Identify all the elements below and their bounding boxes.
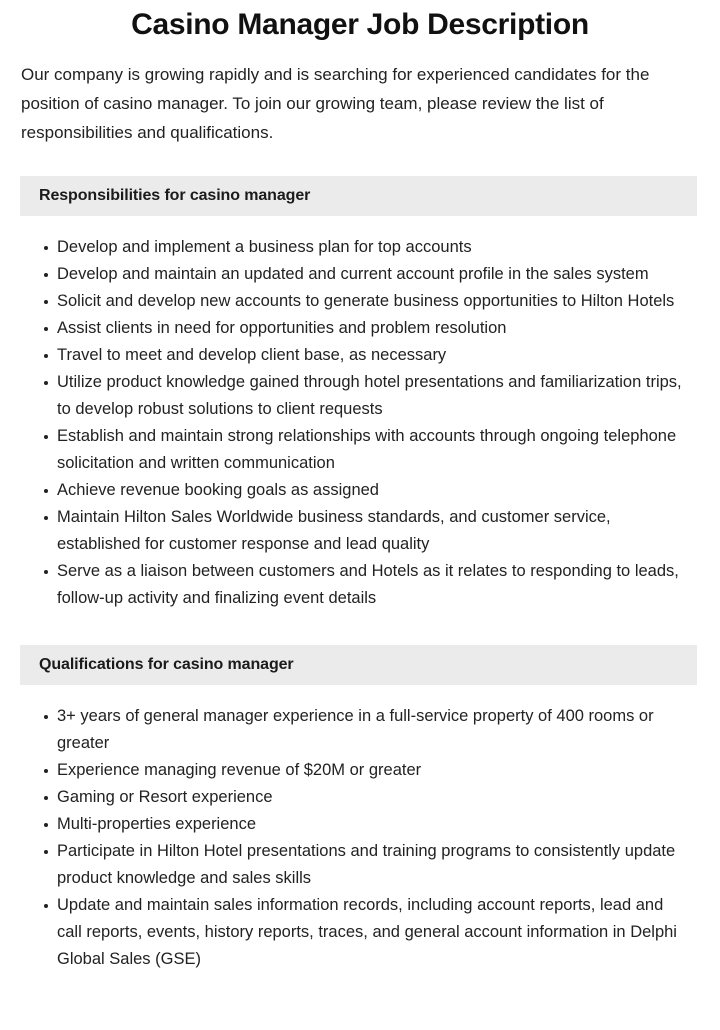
list-item: Establish and maintain strong relationships with accounts through ongoing telephone solicitation and written communication xyxy=(0,423,720,477)
list-item: Utilize product knowledge gained through hotel presentations and familiarization trips, to develop robust solutions to client requests xyxy=(0,369,720,423)
list-item: Maintain Hilton Sales Worldwide business standards, and customer service, established for customer response and lead quality xyxy=(0,504,720,558)
list-item: Develop and implement a business plan for top accounts xyxy=(0,234,720,261)
list-item: Develop and maintain an updated and current account profile in the sales system xyxy=(0,261,720,288)
list-item: Gaming or Resort experience xyxy=(0,784,720,811)
list-item: Multi-properties experience xyxy=(0,811,720,838)
list-item: Participate in Hilton Hotel presentations and training programs to consistently update product knowledge and sales skills xyxy=(0,838,720,892)
list-item: Solicit and develop new accounts to generate business opportunities to Hilton Hotels xyxy=(0,288,720,315)
list-item: Achieve revenue booking goals as assigned xyxy=(0,477,720,504)
section-header-responsibilities xyxy=(20,176,697,216)
list-item: 3+ years of general manager experience in a full-service property of 400 rooms or greater xyxy=(0,703,720,757)
list-item: Travel to meet and develop client base, as necessary xyxy=(0,342,720,369)
list-item: Serve as a liaison between customers and Hotels as it relates to responding to leads, follow-up activity and finalizing event details xyxy=(0,558,720,612)
section-responsibilities xyxy=(0,176,720,612)
list-item: Update and maintain sales information records, including account reports, lead and call reports, events, history reports, traces, and general account information in Delphi Global Sales (GSE) xyxy=(0,892,720,973)
section-heading-label: Qualifications for casino manager xyxy=(39,656,294,673)
intro-paragraph: Our company is growing rapidly and is searching for experienced candidates for the position of casino manager. To join our growing team, please review the list of responsibilities and qualifications. xyxy=(21,65,650,142)
qualifications-list xyxy=(0,685,720,973)
list-item: Assist clients in need for opportunities and problem resolution xyxy=(0,315,720,342)
list-item: Experience managing revenue of $20M or greater xyxy=(0,757,720,784)
section-header-qualifications xyxy=(20,645,697,685)
page-title: Casino Manager Job Description xyxy=(131,8,589,41)
section-heading-label: Responsibilities for casino manager xyxy=(39,187,311,204)
section-qualifications xyxy=(0,645,720,973)
responsibilities-list xyxy=(0,216,720,612)
